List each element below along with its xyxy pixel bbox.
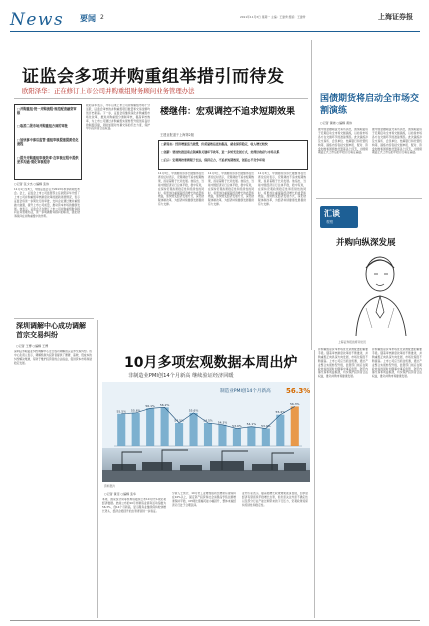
lead-bullet-3: □加快事中事后监管·重组审核提速提质优化流程 bbox=[17, 138, 79, 147]
chart-story-headline: 10月多项宏观数据本周出炉 bbox=[124, 355, 298, 371]
masthead-meta: 2011年11月3日 星期一 主编：王建秀 组版：王建秀 bbox=[240, 15, 306, 19]
chart-data-label: 53.9% bbox=[261, 424, 271, 429]
chart-data-label: 53.9% bbox=[232, 424, 242, 429]
chart-bar bbox=[132, 413, 140, 446]
column-headline: 楼继伟：宏观调控不追求短期效果 bbox=[160, 107, 296, 117]
right-column-divider bbox=[311, 40, 312, 350]
chart-data-label: 56.3% bbox=[290, 401, 300, 406]
chart-bar bbox=[262, 429, 270, 446]
commentary-body-col2: 并购重组是资本市场优化资源配置的重要手段。随着审核制度改革的不断推进，并购重组正向纵深方向发展，市场化程度不断提高。上市公司应当抓住机遇，通过产业整合实现转型升级，监管部门则应在简政放权的同时加强事中事后监管，防范内幕交易和利益输送，切实保护投资者合法权益，推动并购市场健康发展。 bbox=[372, 348, 422, 379]
lead-body-col1: 11月1日至3日，中国证监会召开2013年秋季新闻发布会。会上，证监会上市公司监管部主任欧阳泽华介绍了上市公司并购重组审核制度改革的最新进展情况，表示证监会将进一步简化行政审批，支持企业通过兼并重组做大做强，提升上市公司质量，推动资本市场的健康发展。他表示，证监会正在修订上市公司并购重组财务顾问业务管理办法，进一步明确财务顾问的职责，强化财务顾问在并购重组中的作用。 bbox=[14, 188, 80, 219]
lead-bullet-1: □并购重组·统一并购流程·规范配套融资审核 bbox=[17, 107, 77, 116]
side-byline: ○记者 黄晓 ○编辑 黄伟 bbox=[320, 121, 353, 125]
column-body-col1: 11月3日，中国财政部部长楼继伟在出席论坛时表示，宏观调控不追求短期效果，而是着眼于长远发展。他指出，当前中国经济运行总体平稳，稳中有进，在保持宏观政策稳定性和连续性的同时，将更加注重提高经济增长的质量和效益，加快转变经济发展方式，深化财税体制改革，为经济持续健康发展提供有力支撑。 bbox=[158, 172, 204, 207]
port-photo bbox=[102, 448, 310, 482]
masthead bbox=[0, 0, 429, 34]
lead-bullet-4: □提升并购重组审核效率·在审核过程中提供更多沟通·简化审核程序 bbox=[17, 156, 79, 165]
column-bullet-3: □启示：宏观调控要着眼于长远，保持定力，不追求短期效果，创造公平竞争环境 bbox=[161, 158, 265, 162]
column-bullet-1: □新常态：经济增速适当放缓，但质量效益更加提高，就业保持稳定，收入增长较快 bbox=[161, 142, 268, 146]
column-body-col2: 11月3日，中国财政部部长楼继伟在出席论坛时表示，宏观调控不追求短期效果，而是着眼于长远发展。他指出，当前中国经济运行总体平稳，稳中有进，在保持宏观政策稳定性和连续性的同时，将更加注重提高经济增长的质量和效益，加快转变经济发展方式，深化财税体制改革，为经济持续健康发展提供有力支撑。 bbox=[208, 172, 254, 207]
column-byline: 王建业报道于上海第2版 bbox=[160, 133, 194, 137]
chart-data-label: 54.1% bbox=[246, 422, 257, 427]
chart-body-col3: 业内专家表示，随着稳增长政策效果逐步显现，四季度经济有望延续平稳增长态势，但仍需关注外需不确定性以及部分行业产能过剩带来的下行压力，宏观政策将保持连续性和稳定性。 bbox=[242, 492, 308, 507]
lead-bullet-box bbox=[14, 104, 82, 180]
commentary-body-col1: 并购重组是资本市场优化资源配置的重要手段。随着审核制度改革的不断推进，并购重组正向纵深方向发展，市场化程度不断提高。上市公司应当抓住机遇，通过产业整合实现转型升级，监管部门则应在简政放权的同时加强事中事后监管，防范内幕交易和利益输送，切实保护投资者合法权益，推动并购市场健康发展。 bbox=[318, 348, 368, 379]
commentary-badge-label: 汇谈 bbox=[324, 209, 340, 218]
side-body-col1: 据中国金融期货交易所消息，国债期货将于近期启动全市场交割演练，以检验市场各方在交割环节的准备情况。此次演练涉及交易所、会员单位、结算银行和托管机构等，演练内容包括交割申报、配对、资金划转和国债转托管等各个环节，为国债期货正式上市后的平稳运行奠定基础。 bbox=[318, 128, 368, 155]
side-body-col2: 据中国金融期货交易所消息，国债期货将于近期启动全市场交割演练，以检验市场各方在交割环节的准备情况。此次演练涉及交易所、会员单位、结算银行和托管机构等，演练内容包括交割申报、配对、资金划转和国债转托管等各个环节，为国债期货正式上市后的平稳运行奠定基础。 bbox=[372, 128, 422, 155]
chart-bar bbox=[146, 408, 154, 446]
chart-data-label: 54.5% bbox=[174, 418, 184, 423]
chart-body-col2: 分析人士预计，10月份工业增加值同比增速有望保持在10%以上，固定资产投资和社会消费品零售总额增速保持平稳，CPI同比涨幅可能小幅回升，整体来看经济运行处于合理区间。 bbox=[172, 492, 236, 507]
chart-data-label: 56.2% bbox=[159, 402, 170, 407]
lead-subhead: 欧阳泽华：正在修订上市公司并购重组财务顾问业务管理办法 bbox=[22, 87, 195, 95]
column-bullet-2: □创新：要加快推进重点领域和关键环节改革，进一步转变发展方式，处理好政府与市场关系 bbox=[161, 150, 280, 154]
chart-bar bbox=[233, 429, 241, 446]
small-story-top-divider bbox=[14, 318, 94, 319]
chart-bar bbox=[189, 413, 197, 446]
chart-highlight-value: 56.3% bbox=[286, 387, 310, 395]
chart-bar bbox=[117, 414, 125, 446]
chart-photo-caption: 资料图片 bbox=[104, 484, 116, 488]
small-byline: ○记者 王博 ○编辑 王博 bbox=[16, 344, 49, 348]
chart-bar bbox=[218, 425, 226, 446]
lead-divider bbox=[14, 98, 308, 99]
small-story-right-divider bbox=[97, 320, 98, 618]
masthead-section: 要闻 bbox=[80, 14, 96, 23]
chart-data-label: 55.5% bbox=[116, 409, 126, 414]
lead-byline: ○记者 张少杰 ○编辑 张伟 bbox=[14, 182, 50, 186]
lead-headline: 证监会多项并购重组举措引而待发 bbox=[22, 67, 285, 87]
chart-bar bbox=[247, 427, 255, 446]
chart-story-subhead: 非制造业PMI创14个月新高 继续验证经济回暖 bbox=[128, 373, 234, 379]
chart-data-label: 56.1% bbox=[145, 403, 155, 408]
chart-title: 制造业PMI创14个月新高 bbox=[220, 389, 271, 394]
chart-bar bbox=[276, 415, 284, 446]
commentary-left-divider bbox=[314, 350, 315, 618]
chart-bar bbox=[204, 423, 212, 446]
side-headline: 国债期货将启动全市场交割演练 bbox=[320, 94, 420, 116]
chart-bar bbox=[175, 423, 183, 446]
bottom-rule bbox=[10, 620, 420, 621]
chart-body-col1: 本周，国家统计局等机构将陆续公布10月份多项宏观经济数据。此前公布的10月非制造业商务活动指数为56.3%，创14个月新高，显示服务业继续保持较快增长势头，经济企稳回升的态势得到进一步验证。 bbox=[102, 498, 166, 513]
commentator-portrait bbox=[336, 248, 420, 338]
lead-bullet-2: □取消二级市场并购重组方面的审批 bbox=[17, 124, 68, 128]
commentary-badge bbox=[320, 206, 358, 228]
small-headline: 深圳调解中心成功调解首宗交易纠纷 bbox=[16, 322, 86, 339]
commentary-badge-sub: 观察 bbox=[326, 220, 334, 224]
lead-body-col2: 欧阳泽华表示，今年以来上市公司并购重组市场十分活跃，证监会审核的并购重组项目数量和交易金额均创历史新高。下一步，证监会将继续深化并购重组市场化改革，推进并购重组分道制审核，提高审核效率，为上市公司通过并购重组实现转型升级创造良好的制度环境，同时加强对内幕交易的打击力度，保护中小投资者合法权益。 bbox=[86, 104, 150, 131]
chart-data-label: 55.4% bbox=[275, 410, 286, 415]
chart-story-byline: ○记者 黄章 ○编辑 张华 bbox=[104, 492, 137, 496]
masthead-page-number: 2 bbox=[100, 14, 104, 21]
chart-data-label: 54.5% bbox=[203, 418, 213, 423]
column-bullet-box bbox=[158, 140, 308, 170]
masthead-paper-name: 上海证券报 bbox=[378, 12, 413, 21]
small-body: 深圳证券期货业纠纷调解中心近日成功调解首宗证券交易纠纷。该中心负责人表示，调解机制为投资者提供了便捷、高效、低成本的纠纷解决渠道，有助于维护投资者的合法权益，促进资本市场和谐稳定发展。 bbox=[14, 350, 92, 365]
masthead-brand: News bbox=[10, 10, 65, 30]
masthead-rule bbox=[10, 31, 420, 32]
chart-data-label: 55.6% bbox=[188, 408, 199, 413]
side-divider bbox=[316, 198, 422, 199]
chart-bar bbox=[161, 407, 169, 446]
commentary-caption: 上海证券报首席评论员 bbox=[338, 340, 366, 344]
commentary-headline: 并购向纵深发展 bbox=[336, 238, 396, 248]
chart-data-label: 54.3% bbox=[217, 420, 228, 425]
column-body-col3: 11月3日，中国财政部部长楼继伟在出席论坛时表示，宏观调控不追求短期效果，而是着眼于长远发展。他指出，当前中国经济运行总体平稳，稳中有进，在保持宏观政策稳定性和连续性的同时，将更加注重提高经济增长的质量和效益，加快转变经济发展方式，深化财税体制改革，为经济持续健康发展提供有力支撑。 bbox=[258, 172, 306, 207]
chart-data-label: 55.6% bbox=[130, 408, 141, 413]
chart-bar bbox=[291, 406, 299, 446]
